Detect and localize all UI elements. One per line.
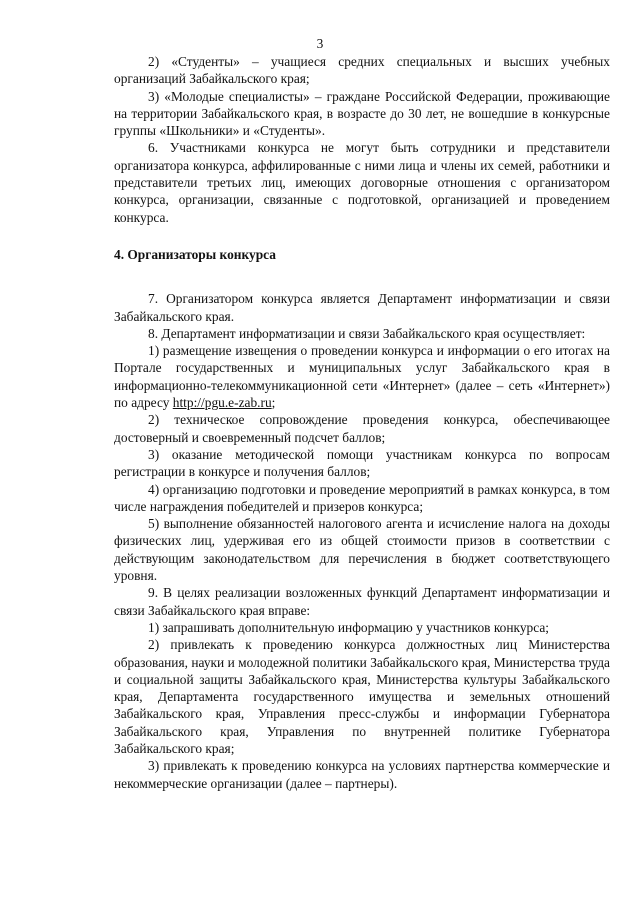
paragraph-8-item-3: 3) оказание методической помощи участникам конкурса по вопросам регистрации в конкурсе и получения баллов;: [114, 446, 610, 480]
paragraph-young-specialists: 3) «Молодые специалисты» – граждане Российской Федерации, проживающие на территории Забайкальского края, в возрасте до 30 лет, не вошедшие в конкурсные группы «Школьники» и «Студенты».: [114, 88, 610, 139]
paragraph-8-item-1: [114, 342, 610, 411]
paragraph-6-restrictions: 6. Участниками конкурса не могут быть сотрудники и представители организатора конкурса, аффилированные с ними лица и члены их семей, работники и представители третьих лиц, имеющих договорные отношения с организатором конкурса, организации, связанные с подготовкой, организацией и проведением конкурса.: [114, 140, 610, 225]
portal-link[interactable]: http://pgu.e-zab.ru: [172, 395, 272, 411]
item-1-end: ;: [271, 395, 276, 411]
paragraph-9-item-1: 1) запрашивать дополнительную информацию у участников конкурса;: [148, 619, 549, 635]
paragraph-9-rights-intro: 9. В целях реализации возложенных функций Департамент информатизации и связи Забайкальского края вправе:: [114, 585, 610, 618]
paragraph-7-organizer: 7. Организатором конкурса является Департамент информатизации и связи Забайкальского края.: [114, 291, 610, 324]
paragraph-8-item-5: 5) выполнение обязанностей налогового агента и исчисление налога на доходы физических лиц, удерживая его из общей стоимости призов в соответствии с действующим законодательством для перечисления в бюджет соответствующего уровня.: [114, 516, 610, 584]
paragraph-9-item-3: 3) привлекать к проведению конкурса на условиях партнерства коммерческие и некоммерческие организации (далее – партнеры).: [114, 758, 610, 791]
paragraph-8-item-2: 2) техническое сопровождение проведения конкурса, обеспечивающее достоверный и своевременный подсчет баллов;: [114, 412, 610, 445]
section-heading: 4. Организаторы конкурса: [114, 246, 276, 262]
document-body: [114, 53, 610, 792]
paragraph-8-duties-intro: 8. Департамент информатизации и связи Забайкальского края осуществляет:: [148, 325, 586, 341]
paragraph-9-item-2: 2) привлекать к проведению конкурса должностных лиц Министерства образования, науки и молодежной политики Забайкальского края, Министерства труда и социальной защиты Забайкальского края, Министерства культуры Забайкальского края, Департамента государственного имущества и земельных отношений Забайкальского края, Управления пресс-службы и информации Губернатора Забайкальского края, Управления по внутренней политике Губернатора Забайкальского края;: [114, 637, 610, 756]
paragraph-students: 2) «Студенты» – учащиеся средних специальных и высших учебных организаций Забайкальского края;: [114, 54, 610, 87]
item-1-text: 1) размещение извещения о проведении конкурса и информации о его итогах на Портале государственных и муниципальных услуг Забайкальского края в информационно-телекоммуникационной сети «Интернет» (далее – сеть «Интернет») по адресу: [114, 343, 610, 411]
paragraph-8-item-4: 4) организацию подготовки и проведение мероприятий в рамках конкурса, в том числе награждения победителей и призеров конкурса;: [114, 481, 610, 514]
page-number: 3: [316, 36, 324, 51]
